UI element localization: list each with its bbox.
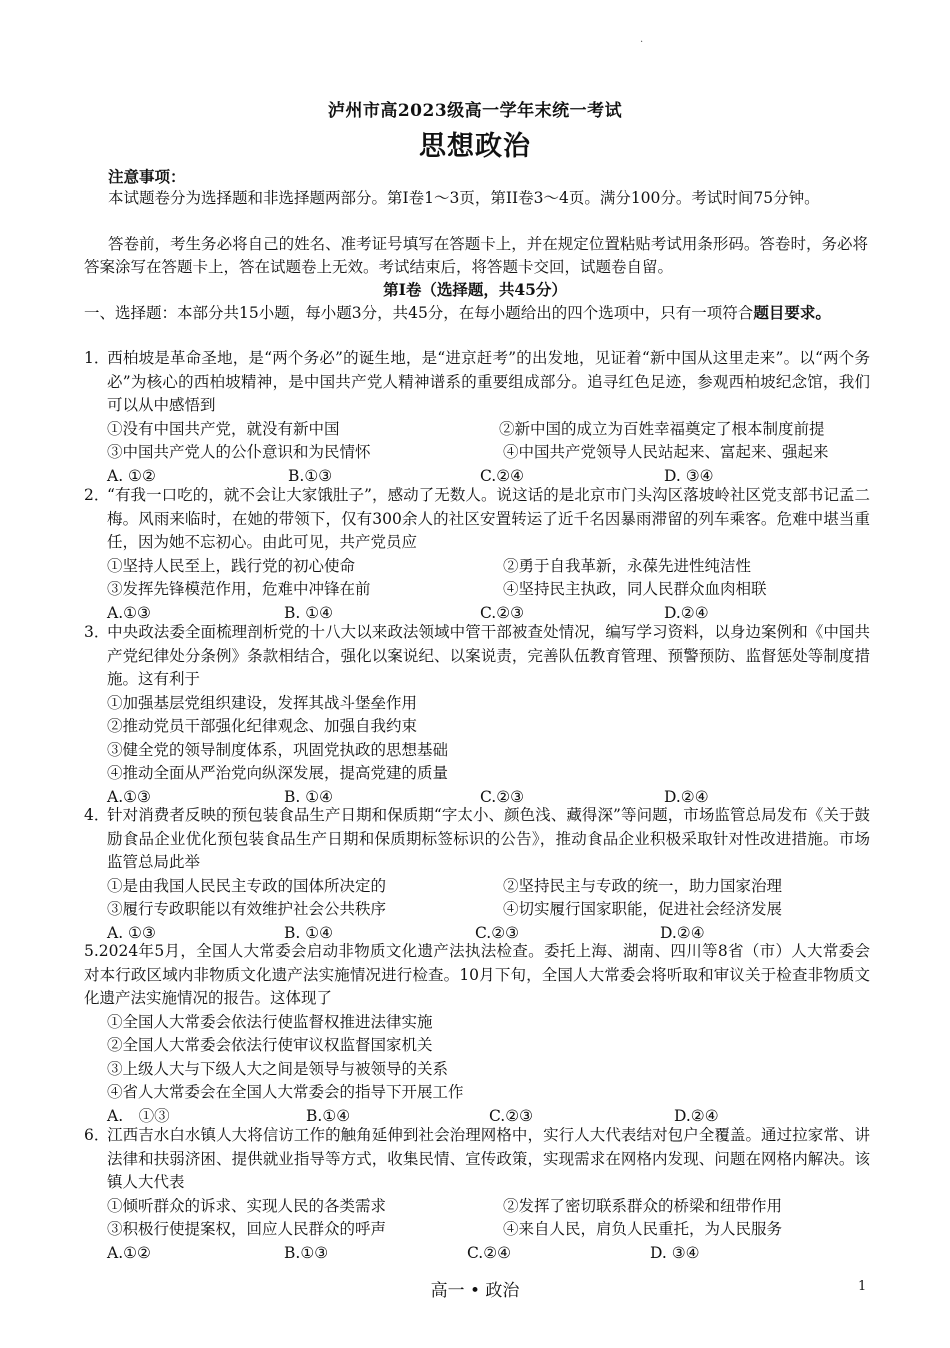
option-1: ①倾听群众的诉求、实现人民的各类需求 xyxy=(107,1196,387,1215)
question-2 xyxy=(84,484,870,625)
page-footer: 高一 • 政治 xyxy=(430,1281,520,1301)
option-2: ②发挥了密切联系群众的桥梁和纽带作用 xyxy=(503,1196,783,1215)
question-3 xyxy=(84,621,870,809)
option-row xyxy=(84,441,870,465)
top-dot: . xyxy=(640,34,644,45)
option-3: ③履行专政职能以有效维护社会公共秩序 xyxy=(107,900,387,918)
option-4: ④中国共产党领导人民站起来、富起来、强起来 xyxy=(503,443,829,461)
question-text: “有我一口吃的，就不会让大家饿肚子”，感动了无数人。说这话的是北京市门头沟区落坡岭社区党支部书记孟二梅。风雨来临时，在她的带领下，仅有300余人的社区安置转运了近千名因暴雨滞留的列车乘客。危难中堪当重任，因为她不忘初心。由此可见，共产党员应 xyxy=(107,486,870,551)
notice-paragraph-1: 本试题卷分为选择题和非选择题两部分。第I卷1～3页，第II卷3～4页。满分100分。考试时间75分钟。 xyxy=(108,189,820,207)
option-3: ③中国共产党人的公仆意识和为民情怀 xyxy=(107,443,371,461)
question-text: 西柏坡是革命圣地，是“两个务必”的诞生地，是“进京赶考”的出发地，见证着“新中国从这里走来”。以“两个务必”为核心的西柏坡精神，是中国共产党人精神谱系的重要组成部分。追寻红色足迹，参观西柏坡纪念馆，我们可以从中感悟到 xyxy=(107,349,870,414)
option-1: ①全国人大常委会依法行使监督权推进法律实施 xyxy=(107,1012,433,1031)
option-1: ①坚持人民至上，践行党的初心使命 xyxy=(107,556,356,575)
question-text: 中央政法委全面梳理剖析党的十八大以来政法领域中管干部被查处情况，编写学习资料，以身边案例和《中国共产党纪律处分条例》条款相结合，强化以案说纪、以案说责，完善队伍教育管理、预警预防、监督惩处等制度措施。这有利于 xyxy=(107,623,870,688)
question-5 xyxy=(84,940,870,1128)
question-6 xyxy=(84,1124,870,1265)
answer-b: B.①③ xyxy=(288,466,333,485)
answer-c: C.②④ xyxy=(480,466,525,485)
answer-c: C.②③ xyxy=(480,787,525,806)
option-row xyxy=(84,1195,870,1219)
answer-b: B. ①④ xyxy=(284,787,334,806)
answer-d: D.②④ xyxy=(664,787,709,806)
question-text: 江西吉水白水镇人大将信访工作的触角延伸到社会治理网格中，实行人大代表结对包户全覆盖。通过拉家常、讲法律和扶弱济困、提供就业指导等方式，收集民情、宣传政策，实现需求在网格内发现、问题在网格内解决。该镇人大代表 xyxy=(107,1126,870,1191)
option-3: ③健全党的领导制度体系，巩固党执政的思想基础 xyxy=(107,740,449,759)
notice-heading: 注意事项： xyxy=(108,167,186,186)
option-4: ④坚持民主执政，同人民群众血肉相联 xyxy=(503,580,767,598)
option-4: ④切实履行国家职能，促进社会经济发展 xyxy=(503,900,783,918)
option-3: ③发挥先锋模范作用，危难中冲锋在前 xyxy=(107,580,371,598)
question-number: 1． xyxy=(84,349,110,367)
question-number: 6． xyxy=(84,1126,110,1144)
question-number: 5. xyxy=(84,942,99,960)
exam-title: 泸州市高2023级高一学年末统一考试 xyxy=(327,101,623,121)
question-stem xyxy=(84,940,870,1011)
option-1: ①加强基层党组织建设，发挥其战斗堡垒作用 xyxy=(107,693,418,712)
option-4: ④省人大常委会在全国人大常委会的指导下开展工作 xyxy=(107,1083,464,1101)
subject-title: 思想政治 xyxy=(419,131,531,162)
answer-b: B.①④ xyxy=(306,1106,351,1125)
option-2: ②推动党员干部强化纪律观念、加强自我约束 xyxy=(107,717,418,735)
question-number: 3． xyxy=(84,623,110,641)
option-2: ②勇于自我革新，永葆先进性纯洁性 xyxy=(503,556,752,575)
answer-b: B. ①④ xyxy=(284,923,334,942)
question-stem xyxy=(84,484,870,555)
answer-d: D. ③④ xyxy=(664,466,714,485)
answer-d: D.②④ xyxy=(664,603,709,622)
option-1: ①是由我国人民民主专政的国体所决定的 xyxy=(107,876,387,895)
question-text: 针对消费者反映的预包装食品生产日期和保质期“字太小、颜色浅、藏得深”等问题，市场监管总局发布《关于鼓励食品企业优化预包装食品生产日期和保质期标签标识的公告》，推动食品企业积极采取针对性改进措施。市场监管总局此举 xyxy=(107,806,870,871)
option-4: ④来自人民，肩负人民重托，为人民服务 xyxy=(503,1220,783,1238)
answer-a: A. ①② xyxy=(107,466,156,485)
section-intro xyxy=(84,301,868,325)
answer-d: D.②④ xyxy=(660,923,705,942)
answer-b: B.①③ xyxy=(284,1243,329,1262)
option-row xyxy=(84,875,870,899)
answer-a: A. ①③ xyxy=(107,1106,170,1125)
question-stem xyxy=(84,1124,870,1195)
question-4 xyxy=(84,804,870,945)
section-intro-text: 一、选择题：本部分共15小题，每小题3分，共45分，在每小题给出的四个选项中，只有一项符合 xyxy=(84,304,754,322)
answer-c: C.②③ xyxy=(489,1106,534,1125)
question-1 xyxy=(84,347,870,488)
option-2: ②新中国的成立为百姓幸福奠定了根本制度前提 xyxy=(499,419,825,438)
answer-a: A.①③ xyxy=(107,603,151,622)
answer-row xyxy=(84,1242,870,1266)
option-3: ③上级人大与下级人大之间是领导与被领导的关系 xyxy=(107,1059,449,1078)
question-stem xyxy=(84,621,870,692)
option-row xyxy=(84,1218,870,1242)
answer-c: C.②④ xyxy=(467,1243,512,1262)
option-row xyxy=(84,555,870,579)
notice-paragraph-2: 答卷前，考生务必将自己的姓名、准考证号填写在答题卡上，并在规定位置粘贴考试用条形码。答卷时，务必将答案涂写在答题卡上，答在试题卷上无效。考试结束后，将答题卡交回，试题卷自留。 xyxy=(84,235,868,276)
answer-c: C.②③ xyxy=(480,603,525,622)
page-number: 1 xyxy=(858,1279,867,1294)
option-row xyxy=(84,418,870,442)
answer-a: A.①③ xyxy=(107,787,151,806)
question-stem xyxy=(84,804,870,875)
question-number: 4． xyxy=(84,806,110,824)
section-title: 第I卷（选择题，共45分） xyxy=(383,280,567,299)
option-3: ③积极行使提案权，回应人民群众的呼声 xyxy=(107,1220,387,1238)
option-1: ①没有中国共产党，就没有新中国 xyxy=(107,419,340,438)
option-2: ②全国人大常委会依法行使审议权监督国家机关 xyxy=(107,1036,433,1054)
answer-a: A. ①③ xyxy=(107,923,156,942)
answer-d: D. ③④ xyxy=(650,1243,700,1262)
answer-c: C.②③ xyxy=(475,923,520,942)
question-text: 2024年5月，全国人大常委会启动非物质文化遗产法执法检查。委托上海、湖南、四川等8省（市）人大常委会对本行政区域内非物质文化遗产法实施情况进行检查。10月下旬，全国人大常委会将听取和审议关于检查非物质文化遗产法实施情况的报告。这体现了 xyxy=(84,942,870,1007)
section-intro-bold: 题目要求。 xyxy=(753,303,831,322)
answer-b: B. ①④ xyxy=(284,603,334,622)
answer-a: A.①② xyxy=(107,1243,151,1262)
option-row xyxy=(84,578,870,602)
option-row xyxy=(84,898,870,922)
option-4: ④推动全面从严治党向纵深发展，提高党建的质量 xyxy=(107,764,449,782)
question-number: 2． xyxy=(84,486,110,504)
question-stem xyxy=(84,347,870,418)
answer-d: D.②④ xyxy=(674,1106,719,1125)
option-2: ②坚持民主与专政的统一，助力国家治理 xyxy=(503,876,783,895)
